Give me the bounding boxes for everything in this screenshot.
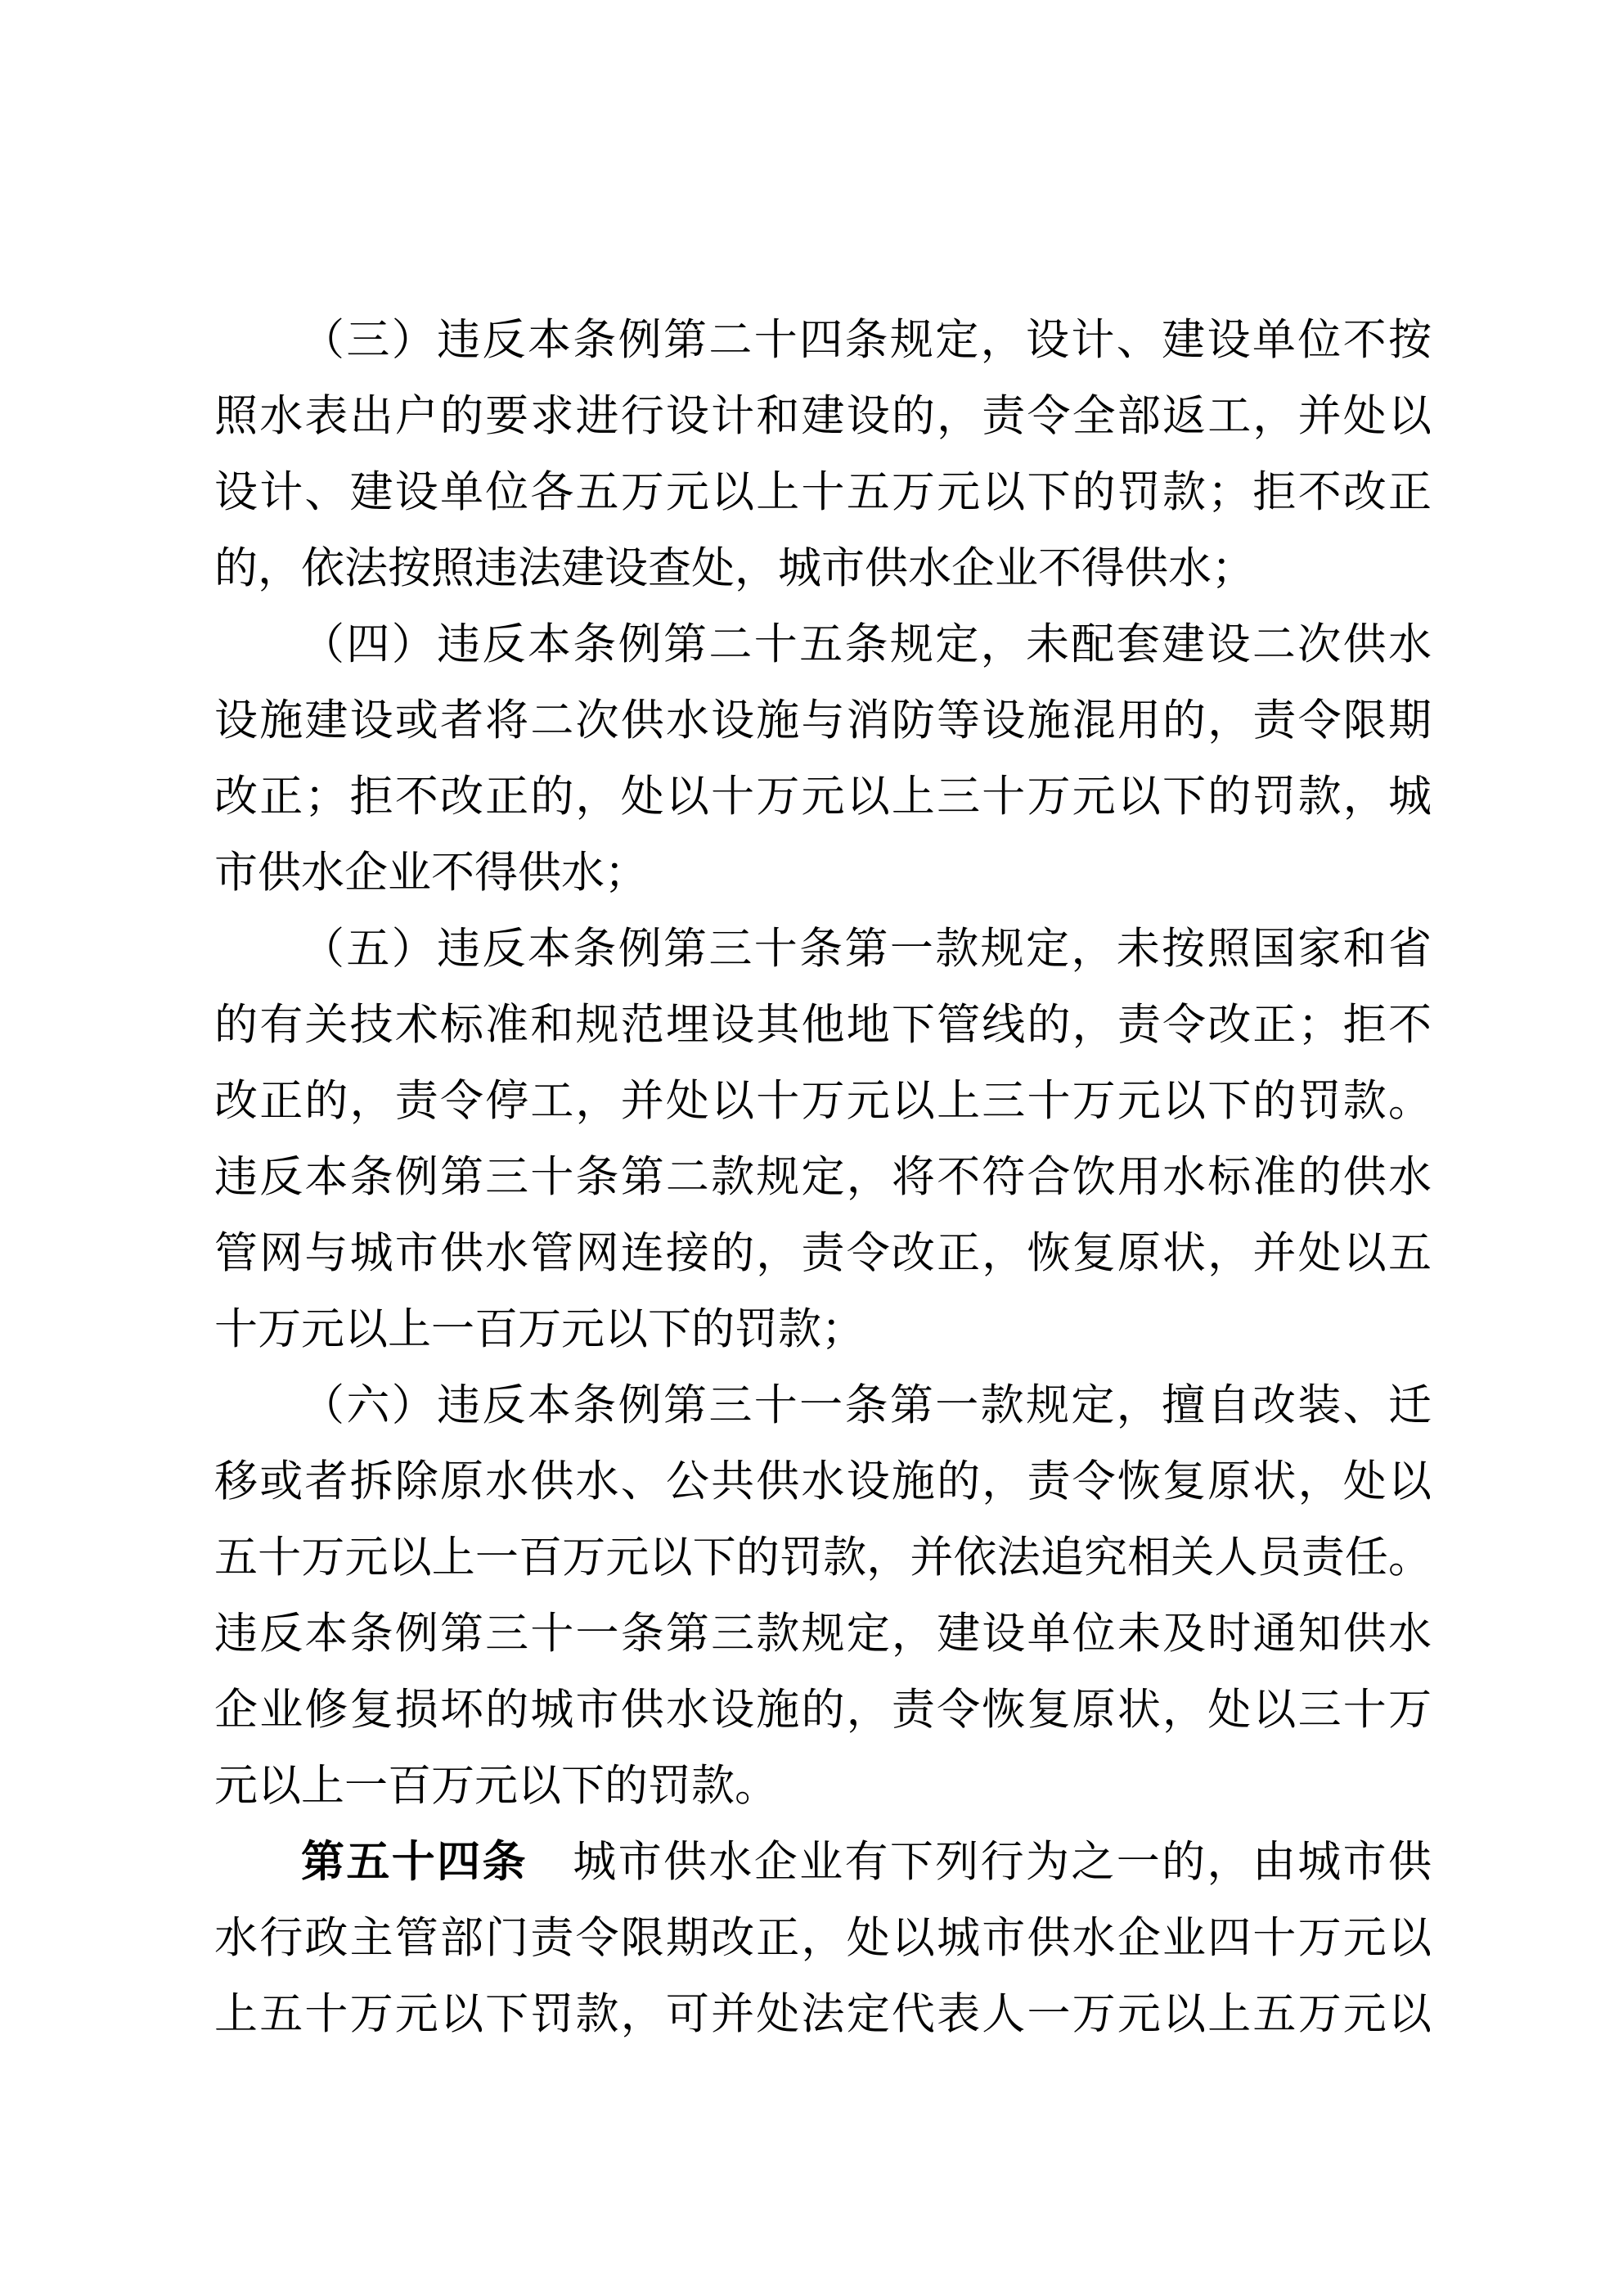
text-line: 元以上一百万元以下的罚款。 (214, 1763, 778, 1810)
text-line: 管网与城市供水管网连接的，责令改正，恢复原状，并处以五 (214, 1230, 1432, 1277)
text-line: 违反本条例第三十一条第三款规定，建设单位未及时通知供水 (214, 1610, 1432, 1658)
text-line: （五）违反本条例第三十条第一款规定，未按照国家和省 (301, 925, 1432, 973)
text-line: 改正的，责令停工，并处以十万元以上三十万元以下的罚款。 (214, 1078, 1432, 1125)
text-line: 水行政主管部门责令限期改正，处以城市供水企业四十万元以 (214, 1915, 1432, 1962)
text-line: 的有关技术标准和规范埋设其他地下管线的，责令改正；拒不 (214, 1002, 1432, 1049)
text-line: 的，依法按照违法建设查处，城市供水企业不得供水； (214, 545, 1255, 592)
text-line: 照水表出户的要求进行设计和建设的，责令全部返工，并处以 (214, 393, 1432, 440)
text-line: 上五十万元以下罚款，可并处法定代表人一万元以上五万元以 (214, 1991, 1432, 2038)
text-line: 设施建设或者将二次供水设施与消防等设施混用的，责令限期 (214, 697, 1432, 745)
text-line: 企业修复损坏的城市供水设施的，责令恢复原状，处以三十万 (214, 1686, 1432, 1734)
text-line: 移或者拆除原水供水、公共供水设施的，责令恢复原状，处以 (214, 1458, 1432, 1506)
text-line: 十万元以上一百万元以下的罚款； (214, 1306, 865, 1353)
document-body (214, 303, 1432, 2053)
text-line: （四）违反本条例第二十五条规定，未配套建设二次供水 (301, 621, 1432, 669)
text-line: 设计、建设单位各五万元以上十五万元以下的罚款；拒不改正 (214, 469, 1432, 516)
article-number-bold: 第五十四条 (301, 1839, 528, 1886)
text-line: 违反本条例第三十条第二款规定，将不符合饮用水标准的供水 (214, 1154, 1432, 1201)
text-line: 市供水企业不得供水； (214, 849, 648, 897)
text-line: 五十万元以上一百万元以下的罚款，并依法追究相关人员责任。 (214, 1534, 1432, 1582)
text-line: （三）违反本条例第二十四条规定，设计、建设单位不按 (301, 317, 1432, 364)
text-line: 第五十四条 城市供水企业有下列行为之一的，由城市供 (301, 1839, 1432, 1886)
text-line: （六）违反本条例第三十一条第一款规定，擅自改装、迁 (301, 1382, 1432, 1429)
text-line: 改正；拒不改正的，处以十万元以上三十万元以下的罚款，城 (214, 773, 1432, 821)
